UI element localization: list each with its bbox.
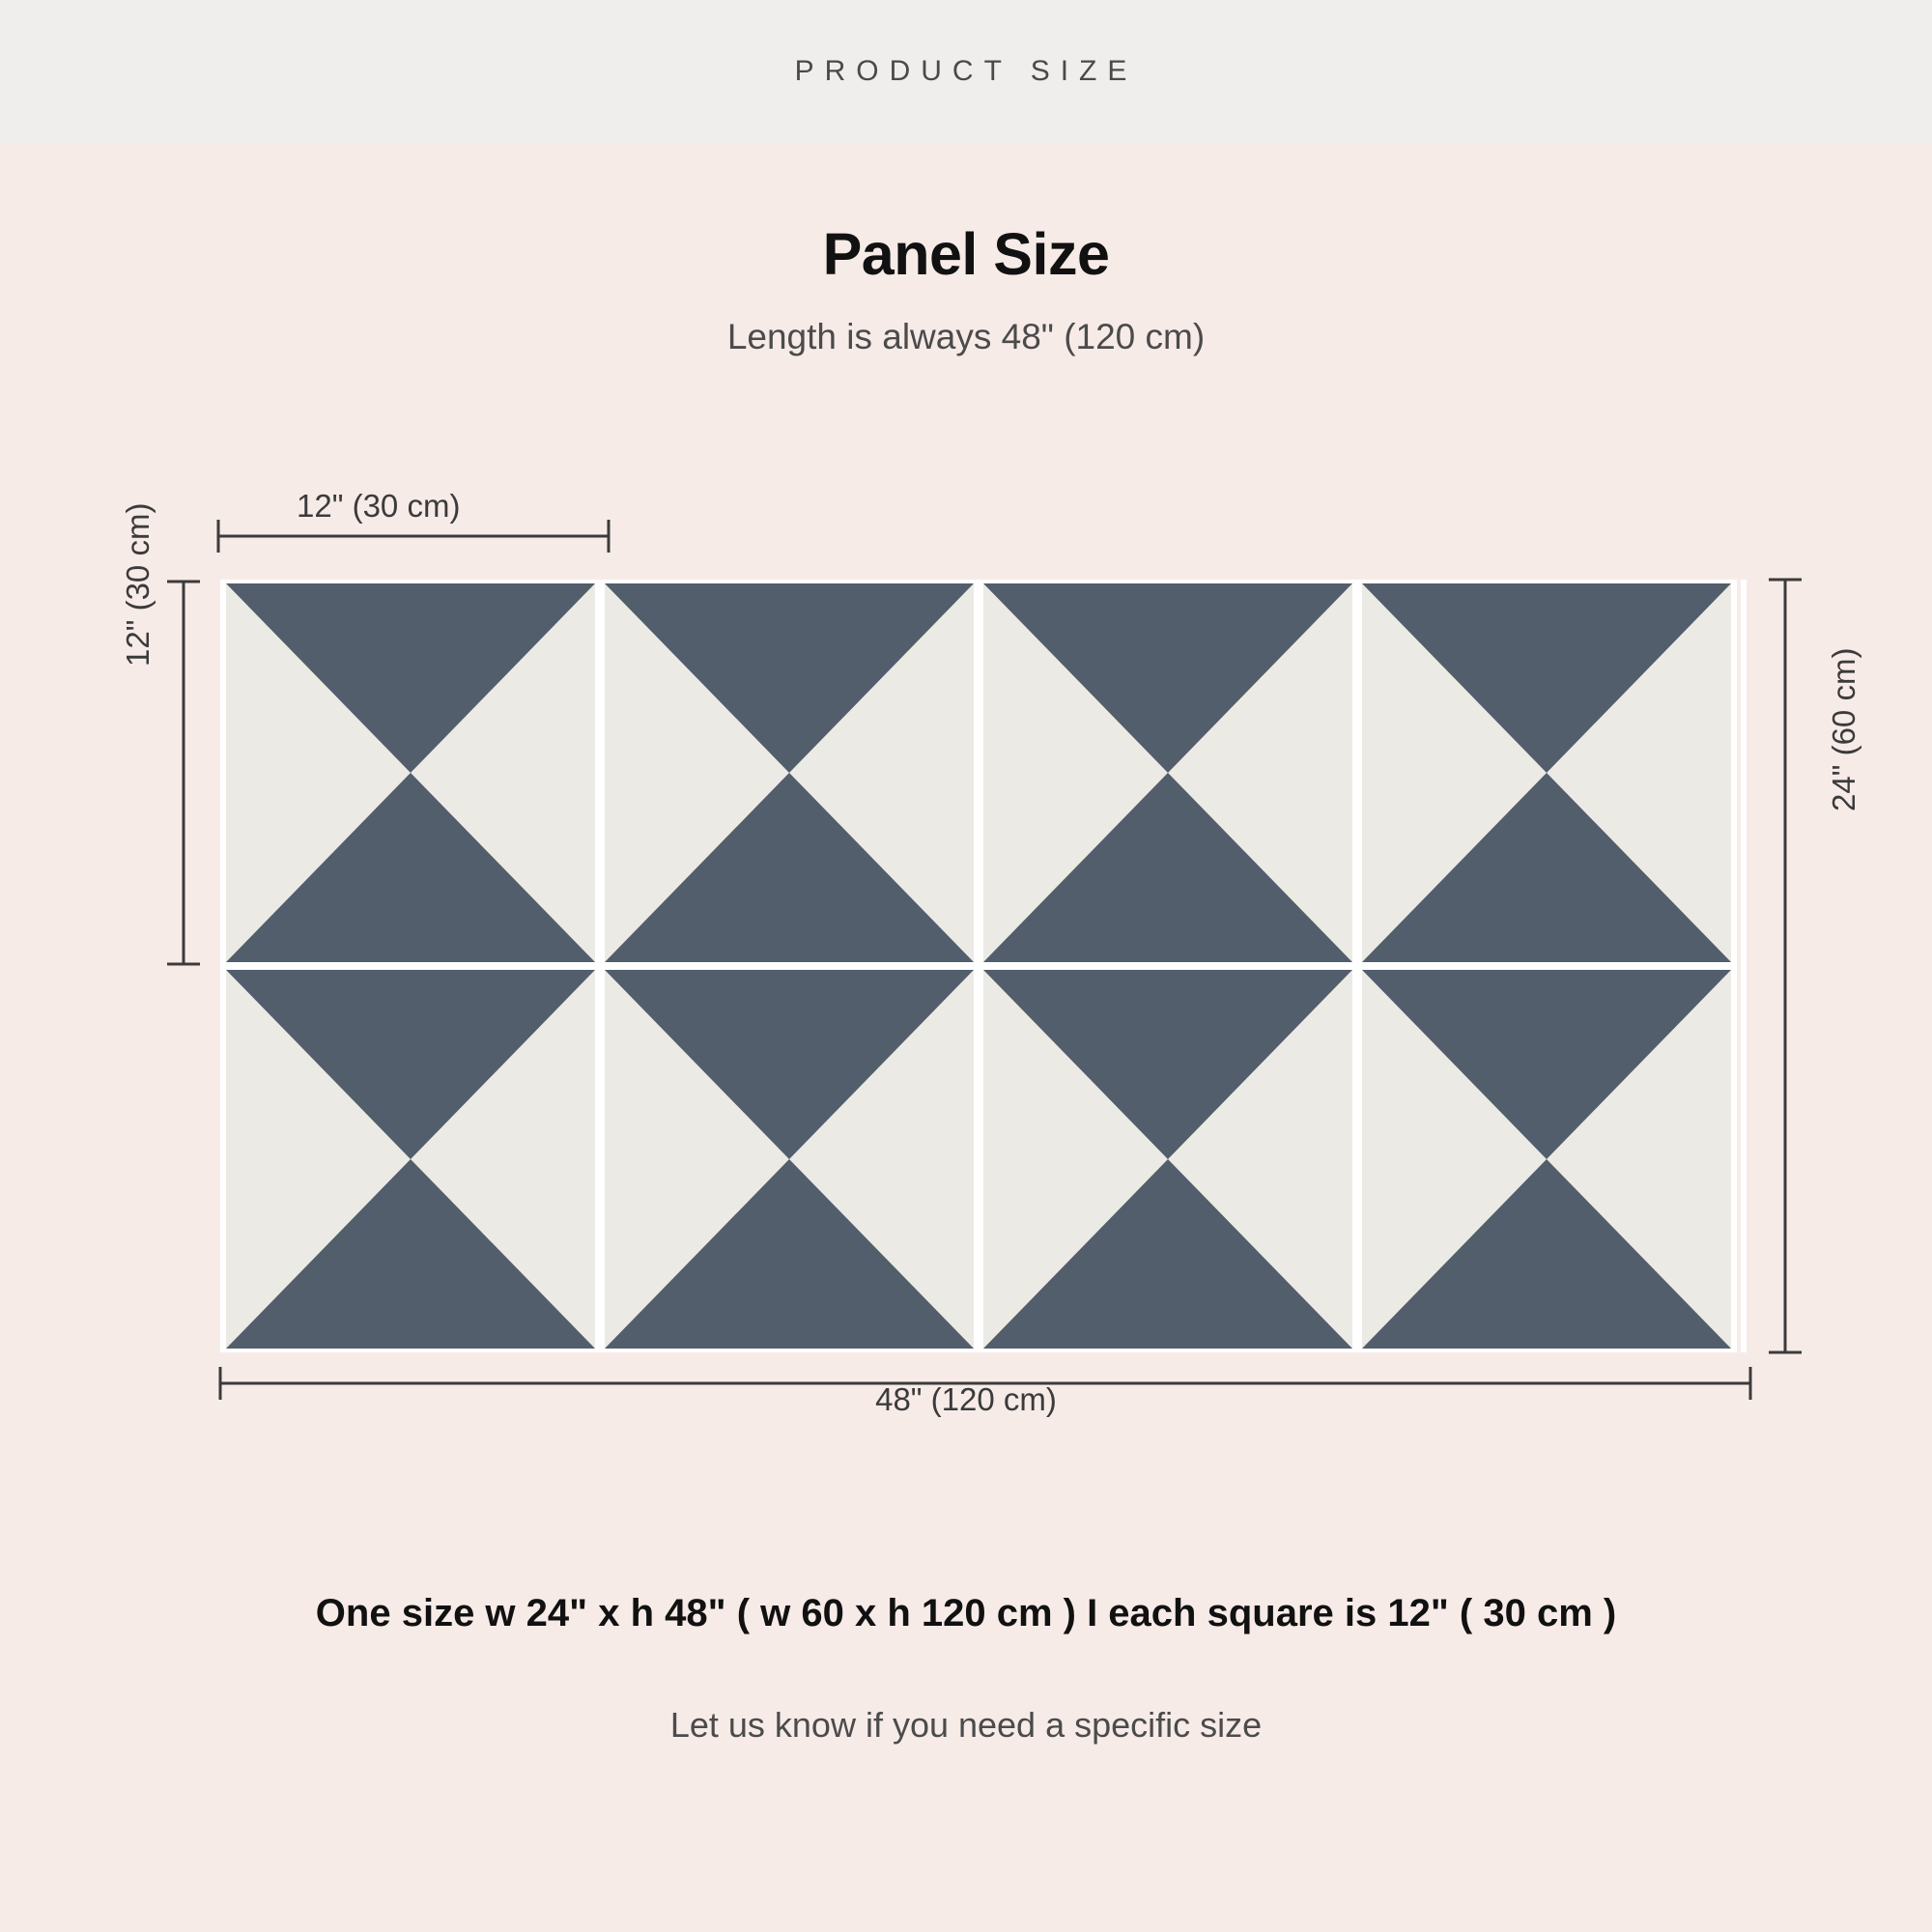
dimension-label-bottom: 48" (120 cm) (875, 1381, 1057, 1417)
dimension-label-right: 24" (60 cm) (1826, 647, 1861, 811)
dimension-label-left: 12" (30 cm) (120, 502, 156, 667)
size-summary: One size w 24" x h 48" ( w 60 x h 120 cm ) I each square is 12" ( 30 cm ) (315, 1592, 1617, 1634)
tile-pattern-svg (220, 580, 1747, 1352)
page-subtitle: Length is always 48" (120 cm) (726, 317, 1206, 356)
product-size-eyebrow: PRODUCT SIZE (794, 55, 1138, 87)
dimension-label-top: 12" (30 cm) (297, 488, 461, 524)
tile-pattern-illustration (220, 580, 1747, 1352)
custom-size-note: Let us know if you need a specific size (669, 1705, 1263, 1745)
topbar (0, 0, 1932, 143)
page-title: Panel Size (822, 221, 1110, 287)
